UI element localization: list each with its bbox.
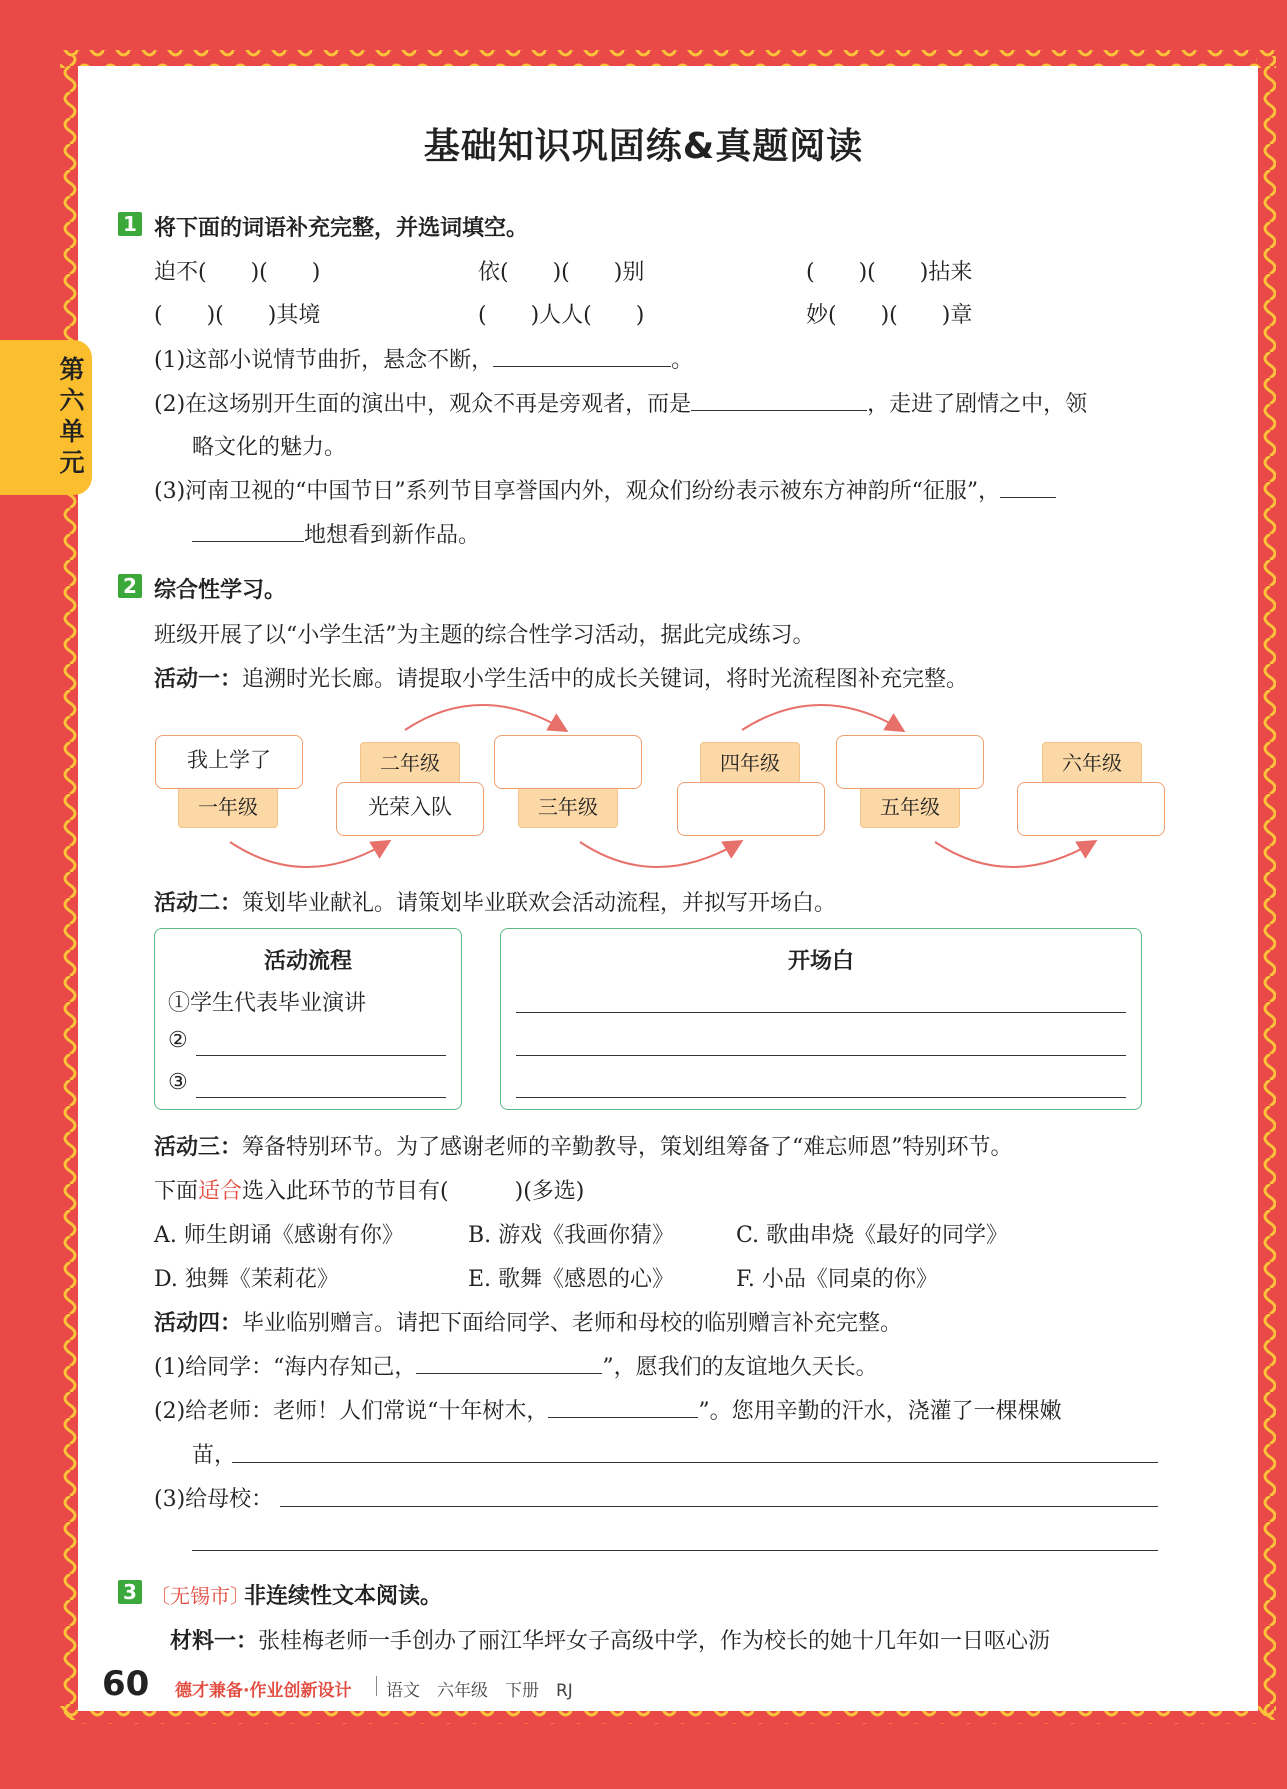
activity-2-text: 策划毕业献礼。请策划毕业联欢会活动流程，并拟写开场白。 <box>242 891 837 916</box>
message-teacher <box>154 1394 1062 1425</box>
flow-item-3-blank[interactable] <box>196 1097 446 1098</box>
question-number-3: 3 <box>118 1580 142 1604</box>
word-item[interactable]: ( )( )其境 <box>154 303 321 328</box>
arrow-path <box>230 842 388 867</box>
question-number-1: 1 <box>118 212 142 236</box>
arrow-path <box>935 842 1094 867</box>
material-1-label: 材料一： <box>170 1629 259 1654</box>
message-classmate-b: ”，愿我们的友谊地久天长。 <box>602 1355 878 1380</box>
arrow-path <box>742 705 902 730</box>
page-number: 60 <box>102 1664 150 1704</box>
activity-3-q-b: 选入此环节的节目有( )(多选) <box>242 1179 585 1204</box>
activity-4 <box>154 1306 902 1337</box>
activity-3-q-a: 下面 <box>154 1179 199 1204</box>
sentence-2-text-b: ，走进了剧情之中，领 <box>867 392 1088 417</box>
timeline-blank-box-4[interactable] <box>677 782 825 836</box>
timeline-box-2: 光荣入队 <box>336 782 484 836</box>
question-2-intro: 班级开展了以“小学生活”为主题的综合性学习活动，据此完成练习。 <box>154 623 815 648</box>
footer-divider <box>376 1676 377 1696</box>
opening-line[interactable] <box>516 1055 1126 1056</box>
flow-item-2-blank[interactable] <box>196 1055 446 1056</box>
activity-1-label: 活动一： <box>154 667 243 692</box>
activity-2 <box>154 886 836 917</box>
message-teacher-a: (2)给老师：老师！人们常说“十年树木， <box>154 1399 549 1424</box>
activity-3-question <box>154 1174 584 1205</box>
timeline-blank-box-5[interactable] <box>836 735 984 789</box>
answer-blank[interactable] <box>416 1353 602 1374</box>
activity-4-label: 活动四： <box>154 1311 243 1336</box>
grade-tag-5-label: 五年级 <box>880 795 940 819</box>
message-school: (3)给母校： <box>154 1487 274 1512</box>
answer-line[interactable] <box>232 1462 1158 1463</box>
answer-line[interactable] <box>192 1550 1158 1551</box>
grade-tag-1: 一年级 <box>178 786 278 828</box>
material-1-text: 张桂梅老师一手创办了丽江华坪女子高级中学，作为校长的她十几年如一日呕心沥 <box>258 1629 1051 1654</box>
activity-3-label: 活动三： <box>154 1135 243 1160</box>
sentence-1-end: 。 <box>671 348 694 373</box>
flow-title: 活动流程 <box>263 949 352 974</box>
unit-label: 第六单元 <box>59 355 85 477</box>
message-teacher-cont: 苗， <box>192 1443 237 1468</box>
activity-4-text: 毕业临别赠言。请把下面给同学、老师和母校的临别赠言补充完整。 <box>242 1311 903 1336</box>
option-f[interactable]: F. 小品《同桌的你》 <box>736 1267 938 1292</box>
sentence-3-end: 地想看到新作品。 <box>304 523 481 548</box>
flow-item-3: ③ <box>168 1070 188 1095</box>
arrow-path <box>580 842 740 867</box>
timeline-blank-box-6[interactable] <box>1017 782 1165 836</box>
activity-1-text: 追溯时光长廊。请提取小学生活中的成长关键词，将时光流程图补充完整。 <box>242 667 969 692</box>
timeline-blank-box-3[interactable] <box>494 735 642 789</box>
footer-series: 德才兼备·作业创新设计 <box>175 1681 352 1701</box>
page-title: 基础知识巩固练&真题阅读 <box>423 126 864 167</box>
grade-tag-4: 四年级 <box>700 742 800 784</box>
word-item[interactable]: 依( )( )别 <box>478 260 645 285</box>
message-teacher-b: ”。您用辛勤的汗水，浇灌了一棵棵嫩 <box>698 1399 1062 1424</box>
flow-item-2: ② <box>168 1028 188 1053</box>
activity-3-text: 筹备特别环节。为了感谢老师的辛勤教导，策划组筹备了“难忘师恩”特别环节。 <box>242 1135 1013 1160</box>
flow-item-1: ①学生代表毕业演讲 <box>168 991 367 1016</box>
grade-tag-3 <box>518 786 618 828</box>
sentence-2-text: (2)在这场别开生面的演出中，观众不再是旁观者，而是 <box>154 392 692 417</box>
sentence-3-text: (3)河南卫视的“中国节日”系列节目享誉国内外，观众们纷纷表示被东方神韵所“征服”， <box>154 479 1001 504</box>
word-item[interactable]: 迫不( )( ) <box>154 260 321 285</box>
word-item[interactable]: 妙( )( )章 <box>806 303 973 328</box>
word-item[interactable]: ( )人人( ) <box>478 303 645 328</box>
opening-line[interactable] <box>516 1097 1126 1098</box>
opening-title: 开场白 <box>787 949 854 974</box>
material-1 <box>170 1624 1050 1655</box>
word-item[interactable]: ( )( )拈来 <box>806 260 973 285</box>
arrow-path <box>405 705 565 730</box>
sentence-2-cont: 略文化的魅力。 <box>192 435 347 460</box>
grade-tag-3-label: 三年级 <box>538 795 598 819</box>
answer-line[interactable] <box>280 1506 1158 1507</box>
question-3-heading: 非连续性文本阅读。 <box>244 1584 443 1609</box>
opening-line[interactable] <box>516 1012 1126 1013</box>
grade-tag-2: 二年级 <box>360 742 460 784</box>
option-e[interactable]: E. 歌舞《感恩的心》 <box>468 1267 675 1292</box>
question-3-source: 〔无锡市〕 <box>150 1584 250 1608</box>
activity-2-label: 活动二： <box>154 891 243 916</box>
option-b[interactable]: B. 游戏《我画你猜》 <box>468 1223 675 1248</box>
option-d[interactable]: D. 独舞《茉莉花》 <box>154 1267 339 1292</box>
question-number-2: 2 <box>118 574 142 598</box>
timeline-box-1: 我上学了 <box>155 735 303 789</box>
activity-3-q-red: 适合 <box>198 1179 243 1204</box>
question-1-heading: 将下面的词语补充完整，并选词填空。 <box>154 216 529 241</box>
option-a[interactable]: A. 师生朗诵《感谢有你》 <box>154 1223 404 1248</box>
message-classmate-a: (1)给同学：“海内存知己， <box>154 1355 417 1380</box>
message-classmate <box>154 1350 878 1381</box>
grade-tag-6: 六年级 <box>1042 742 1142 784</box>
option-c[interactable]: C. 歌曲串烧《最好的同学》 <box>736 1223 1009 1248</box>
question-2-heading: 综合性学习。 <box>154 578 287 603</box>
answer-blank[interactable] <box>548 1397 698 1418</box>
grade-tag-5 <box>860 786 960 828</box>
footer-info: 语文 六年级 下册 RJ <box>386 1681 573 1701</box>
sentence-1-text: (1)这部小说情节曲折，悬念不断， <box>154 348 494 373</box>
activity-3 <box>154 1130 1013 1161</box>
